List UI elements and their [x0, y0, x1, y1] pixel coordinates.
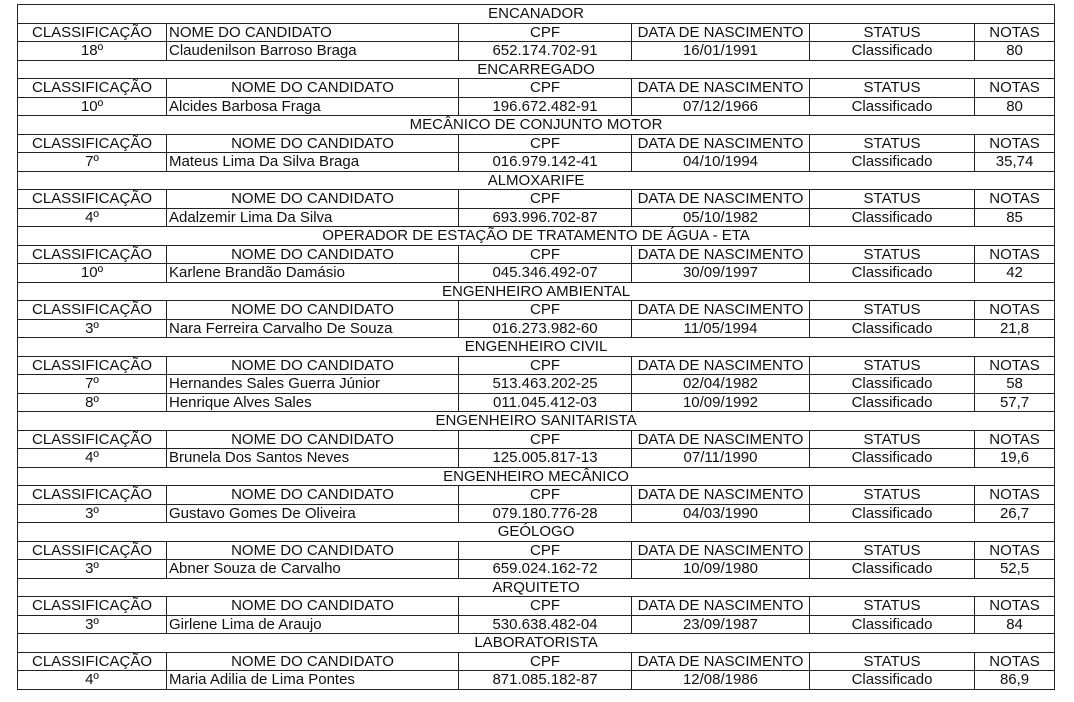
candidate-cpf: 011.045.412-03	[459, 393, 632, 412]
header-status: STATUS	[810, 541, 975, 560]
candidate-cpf: 045.346.492-07	[459, 264, 632, 283]
section-title-row	[18, 467, 1055, 486]
candidate-cpf: 196.672.482-91	[459, 97, 632, 116]
header-status: STATUS	[810, 134, 975, 153]
candidate-grade: 86,9	[975, 671, 1055, 690]
candidate-classification: 4º	[18, 449, 167, 468]
column-header-row	[18, 23, 1055, 42]
candidate-cpf: 016.273.982-60	[459, 319, 632, 338]
header-grade: NOTAS	[975, 597, 1055, 616]
candidate-classification: 18º	[18, 42, 167, 61]
column-header-row	[18, 597, 1055, 616]
candidate-name: Girlene Lima de Araujo	[167, 615, 459, 634]
candidate-grade: 35,74	[975, 153, 1055, 172]
candidate-row	[18, 208, 1055, 227]
candidate-status: Classificado	[810, 560, 975, 579]
column-header-row	[18, 356, 1055, 375]
header-birth-date: DATA DE NASCIMENTO	[632, 245, 810, 264]
header-status: STATUS	[810, 652, 975, 671]
candidate-row	[18, 264, 1055, 283]
header-grade: NOTAS	[975, 486, 1055, 505]
candidate-row	[18, 42, 1055, 61]
section-title: MECÂNICO DE CONJUNTO MOTOR	[18, 116, 1055, 135]
section-title-row	[18, 227, 1055, 246]
candidate-birth-date: 07/11/1990	[632, 449, 810, 468]
section-title-row	[18, 523, 1055, 542]
header-cpf: CPF	[459, 597, 632, 616]
candidate-status: Classificado	[810, 97, 975, 116]
header-grade: NOTAS	[975, 134, 1055, 153]
header-birth-date: DATA DE NASCIMENTO	[632, 430, 810, 449]
results-table	[17, 4, 1055, 690]
column-header-row	[18, 652, 1055, 671]
candidate-grade: 19,6	[975, 449, 1055, 468]
section-title: ARQUITETO	[18, 578, 1055, 597]
header-status: STATUS	[810, 23, 975, 42]
header-grade: NOTAS	[975, 652, 1055, 671]
candidate-status: Classificado	[810, 449, 975, 468]
candidate-classification: 10º	[18, 264, 167, 283]
header-cpf: CPF	[459, 486, 632, 505]
candidate-cpf: 530.638.482-04	[459, 615, 632, 634]
section-title-row	[18, 171, 1055, 190]
candidate-cpf: 693.996.702-87	[459, 208, 632, 227]
candidate-birth-date: 05/10/1982	[632, 208, 810, 227]
column-header-row	[18, 541, 1055, 560]
header-cpf: CPF	[459, 430, 632, 449]
header-name: NOME DO CANDIDATO	[167, 134, 459, 153]
section-title-row	[18, 282, 1055, 301]
column-header-row	[18, 79, 1055, 98]
header-cpf: CPF	[459, 190, 632, 209]
column-header-row	[18, 134, 1055, 153]
header-name: NOME DO CANDIDATO	[167, 430, 459, 449]
candidate-status: Classificado	[810, 319, 975, 338]
candidate-row	[18, 153, 1055, 172]
candidate-grade: 58	[975, 375, 1055, 394]
candidate-grade: 84	[975, 615, 1055, 634]
candidate-birth-date: 04/10/1994	[632, 153, 810, 172]
header-classification: CLASSIFICAÇÃO	[18, 541, 167, 560]
candidate-grade: 21,8	[975, 319, 1055, 338]
header-name: NOME DO CANDIDATO	[167, 245, 459, 264]
candidate-name: Karlene Brandão Damásio	[167, 264, 459, 283]
candidate-cpf: 652.174.702-91	[459, 42, 632, 61]
header-birth-date: DATA DE NASCIMENTO	[632, 190, 810, 209]
candidate-cpf: 125.005.817-13	[459, 449, 632, 468]
header-cpf: CPF	[459, 541, 632, 560]
header-status: STATUS	[810, 430, 975, 449]
candidate-row	[18, 615, 1055, 634]
header-grade: NOTAS	[975, 356, 1055, 375]
header-birth-date: DATA DE NASCIMENTO	[632, 356, 810, 375]
candidate-birth-date: 23/09/1987	[632, 615, 810, 634]
candidate-status: Classificado	[810, 208, 975, 227]
candidate-status: Classificado	[810, 264, 975, 283]
header-name: NOME DO CANDIDATO	[167, 652, 459, 671]
header-classification: CLASSIFICAÇÃO	[18, 652, 167, 671]
candidate-status: Classificado	[810, 671, 975, 690]
section-title: ENGENHEIRO MECÂNICO	[18, 467, 1055, 486]
header-cpf: CPF	[459, 356, 632, 375]
candidate-row	[18, 560, 1055, 579]
header-classification: CLASSIFICAÇÃO	[18, 134, 167, 153]
candidate-cpf: 659.024.162-72	[459, 560, 632, 579]
candidate-birth-date: 16/01/1991	[632, 42, 810, 61]
section-title-row	[18, 412, 1055, 431]
candidate-cpf: 016.979.142-41	[459, 153, 632, 172]
section-title: ENGENHEIRO SANITARISTA	[18, 412, 1055, 431]
candidate-classification: 3º	[18, 504, 167, 523]
header-classification: CLASSIFICAÇÃO	[18, 597, 167, 616]
candidate-row	[18, 375, 1055, 394]
header-grade: NOTAS	[975, 430, 1055, 449]
candidate-classification: 3º	[18, 560, 167, 579]
header-name: NOME DO CANDIDATO	[167, 597, 459, 616]
candidate-grade: 42	[975, 264, 1055, 283]
candidate-name: Brunela Dos Santos Neves	[167, 449, 459, 468]
header-name: NOME DO CANDIDATO	[167, 356, 459, 375]
header-birth-date: DATA DE NASCIMENTO	[632, 652, 810, 671]
candidate-status: Classificado	[810, 375, 975, 394]
section-title: ENCANADOR	[18, 5, 1055, 24]
section-title: OPERADOR DE ESTAÇÃO DE TRATAMENTO DE ÁGUA - ETA	[18, 227, 1055, 246]
header-classification: CLASSIFICAÇÃO	[18, 245, 167, 264]
candidate-classification: 4º	[18, 208, 167, 227]
header-status: STATUS	[810, 79, 975, 98]
header-status: STATUS	[810, 301, 975, 320]
candidate-status: Classificado	[810, 393, 975, 412]
header-grade: NOTAS	[975, 23, 1055, 42]
header-birth-date: DATA DE NASCIMENTO	[632, 597, 810, 616]
header-classification: CLASSIFICAÇÃO	[18, 301, 167, 320]
candidate-birth-date: 10/09/1980	[632, 560, 810, 579]
header-grade: NOTAS	[975, 79, 1055, 98]
section-title: ENGENHEIRO AMBIENTAL	[18, 282, 1055, 301]
header-cpf: CPF	[459, 301, 632, 320]
section-title: GEÓLOGO	[18, 523, 1055, 542]
candidate-grade: 26,7	[975, 504, 1055, 523]
header-classification: CLASSIFICAÇÃO	[18, 356, 167, 375]
section-title-row	[18, 578, 1055, 597]
header-name: NOME DO CANDIDATO	[167, 23, 459, 42]
classification-results-document	[17, 4, 1054, 690]
header-classification: CLASSIFICAÇÃO	[18, 486, 167, 505]
header-name: NOME DO CANDIDATO	[167, 79, 459, 98]
candidate-name: Alcides Barbosa Fraga	[167, 97, 459, 116]
column-header-row	[18, 486, 1055, 505]
header-classification: CLASSIFICAÇÃO	[18, 79, 167, 98]
candidate-cpf: 513.463.202-25	[459, 375, 632, 394]
header-cpf: CPF	[459, 23, 632, 42]
candidate-cpf: 871.085.182-87	[459, 671, 632, 690]
candidate-grade: 52,5	[975, 560, 1055, 579]
candidate-birth-date: 11/05/1994	[632, 319, 810, 338]
header-birth-date: DATA DE NASCIMENTO	[632, 486, 810, 505]
candidate-name: Henrique Alves Sales	[167, 393, 459, 412]
candidate-row	[18, 449, 1055, 468]
header-cpf: CPF	[459, 134, 632, 153]
header-name: NOME DO CANDIDATO	[167, 190, 459, 209]
header-birth-date: DATA DE NASCIMENTO	[632, 23, 810, 42]
candidate-name: Nara Ferreira Carvalho De Souza	[167, 319, 459, 338]
header-name: NOME DO CANDIDATO	[167, 486, 459, 505]
section-title: ENGENHEIRO CIVIL	[18, 338, 1055, 357]
header-classification: CLASSIFICAÇÃO	[18, 190, 167, 209]
section-title: LABORATORISTA	[18, 634, 1055, 653]
section-title-row	[18, 634, 1055, 653]
results-table-body	[18, 5, 1055, 690]
header-name: NOME DO CANDIDATO	[167, 301, 459, 320]
column-header-row	[18, 190, 1055, 209]
candidate-name: Adalzemir Lima Da Silva	[167, 208, 459, 227]
candidate-cpf: 079.180.776-28	[459, 504, 632, 523]
candidate-row	[18, 97, 1055, 116]
section-title-row	[18, 338, 1055, 357]
header-grade: NOTAS	[975, 541, 1055, 560]
candidate-name: Hernandes Sales Guerra Júnior	[167, 375, 459, 394]
candidate-name: Maria Adilia de Lima Pontes	[167, 671, 459, 690]
candidate-status: Classificado	[810, 504, 975, 523]
candidate-status: Classificado	[810, 153, 975, 172]
candidate-birth-date: 02/04/1982	[632, 375, 810, 394]
candidate-birth-date: 12/08/1986	[632, 671, 810, 690]
candidate-classification: 8º	[18, 393, 167, 412]
header-name: NOME DO CANDIDATO	[167, 541, 459, 560]
candidate-grade: 80	[975, 42, 1055, 61]
column-header-row	[18, 301, 1055, 320]
candidate-name: Abner Souza de Carvalho	[167, 560, 459, 579]
column-header-row	[18, 430, 1055, 449]
candidate-birth-date: 04/03/1990	[632, 504, 810, 523]
header-birth-date: DATA DE NASCIMENTO	[632, 79, 810, 98]
candidate-name: Gustavo Gomes De Oliveira	[167, 504, 459, 523]
candidate-grade: 57,7	[975, 393, 1055, 412]
candidate-row	[18, 393, 1055, 412]
column-header-row	[18, 245, 1055, 264]
candidate-grade: 85	[975, 208, 1055, 227]
candidate-grade: 80	[975, 97, 1055, 116]
section-title-row	[18, 116, 1055, 135]
candidate-classification: 3º	[18, 615, 167, 634]
candidate-classification: 3º	[18, 319, 167, 338]
header-birth-date: DATA DE NASCIMENTO	[632, 301, 810, 320]
candidate-classification: 4º	[18, 671, 167, 690]
candidate-classification: 7º	[18, 375, 167, 394]
header-status: STATUS	[810, 597, 975, 616]
candidate-birth-date: 30/09/1997	[632, 264, 810, 283]
section-title: ALMOXARIFE	[18, 171, 1055, 190]
header-cpf: CPF	[459, 652, 632, 671]
candidate-name: Claudenilson Barroso Braga	[167, 42, 459, 61]
header-grade: NOTAS	[975, 301, 1055, 320]
candidate-classification: 7º	[18, 153, 167, 172]
header-cpf: CPF	[459, 79, 632, 98]
header-status: STATUS	[810, 356, 975, 375]
header-birth-date: DATA DE NASCIMENTO	[632, 134, 810, 153]
candidate-row	[18, 671, 1055, 690]
section-title-row	[18, 5, 1055, 24]
header-classification: CLASSIFICAÇÃO	[18, 23, 167, 42]
candidate-status: Classificado	[810, 615, 975, 634]
candidate-birth-date: 07/12/1966	[632, 97, 810, 116]
candidate-name: Mateus Lima Da Silva Braga	[167, 153, 459, 172]
section-title-row	[18, 60, 1055, 79]
header-cpf: CPF	[459, 245, 632, 264]
candidate-classification: 10º	[18, 97, 167, 116]
candidate-row	[18, 319, 1055, 338]
header-grade: NOTAS	[975, 245, 1055, 264]
header-grade: NOTAS	[975, 190, 1055, 209]
header-status: STATUS	[810, 245, 975, 264]
candidate-row	[18, 504, 1055, 523]
header-birth-date: DATA DE NASCIMENTO	[632, 541, 810, 560]
section-title: ENCARREGADO	[18, 60, 1055, 79]
header-classification: CLASSIFICAÇÃO	[18, 430, 167, 449]
header-status: STATUS	[810, 486, 975, 505]
candidate-status: Classificado	[810, 42, 975, 61]
header-status: STATUS	[810, 190, 975, 209]
candidate-birth-date: 10/09/1992	[632, 393, 810, 412]
